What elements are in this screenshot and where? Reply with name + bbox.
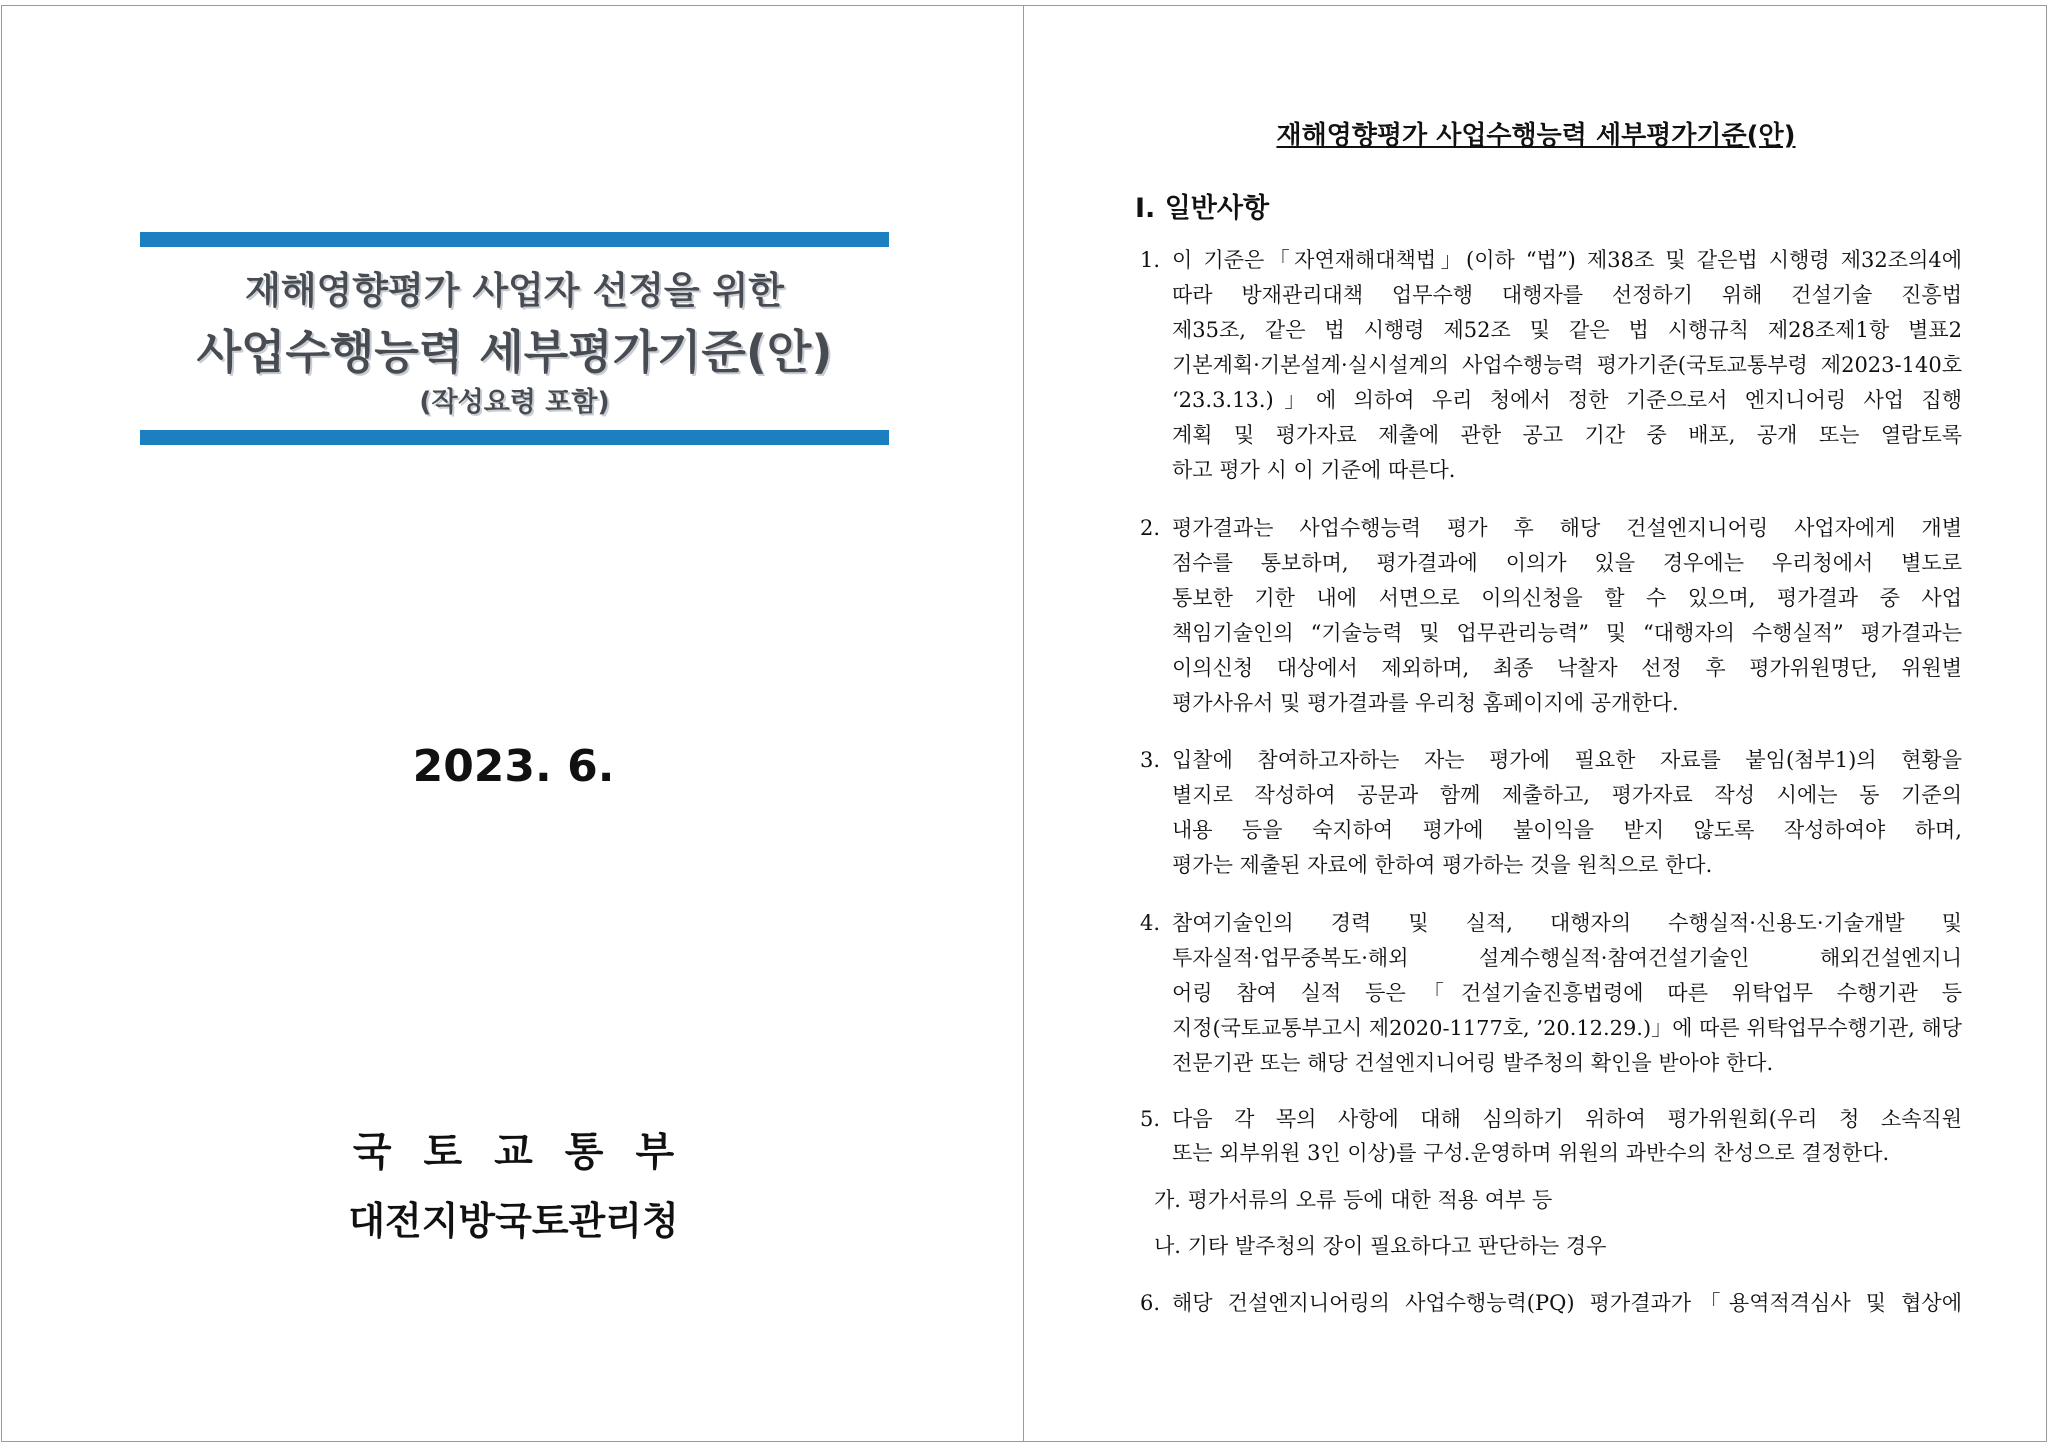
- item-number: 6.: [1140, 1291, 1161, 1315]
- item-line: 다음 각 목의 사항에 대해 심의하기 위하여 평가위원회(우리 청 소속직원: [1172, 1107, 1962, 1131]
- item-line: 어링 참여 실적 등은「건설기술진흥법령에 따른 위탁업무 수행기관 등: [1172, 981, 1962, 1005]
- document-title: 재해영향평가 사업수행능력 세부평가기준(안): [1276, 121, 1796, 151]
- item-line: 책임기술인의 “기술능력 및 업무관리능력” 및 “대행자의 수행실적” 평가결과는: [1172, 621, 1962, 645]
- item-number: 1.: [1140, 248, 1161, 272]
- item-line: 전문기관 또는 해당 건설엔지니어링 발주청의 확인을 받아야 한다.: [1172, 1051, 1774, 1075]
- item-line: 내용 등을 숙지하여 평가에 불이익을 받지 않도록 작성하여야 하며,: [1172, 818, 1962, 842]
- item-line: 별지로 작성하여 공문과 함께 제출하고, 평가자료 작성 시에는 동 기준의: [1172, 783, 1962, 807]
- item-line: 투자실적·업무중복도·해외 설계수행실적·참여건설기술인 해외건설엔지니: [1172, 946, 1962, 970]
- cover-date: 2023. 6.: [412, 741, 615, 792]
- section-heading: Ⅰ. 일반사항: [1135, 193, 1270, 224]
- cover-page: [1, 5, 1024, 1442]
- subitem-line: 나. 기타 발주청의 장이 필요하다고 판단하는 경우: [1154, 1234, 1607, 1258]
- item-line: 참여기술인의 경력 및 실적, 대행자의 수행실적·신용도·기술개발 및: [1172, 911, 1962, 935]
- item-line: 점수를 통보하며, 평가결과에 이의가 있을 경우에는 우리청에서 별도로: [1172, 551, 1962, 575]
- item-line: 하고 평가 시 이 기준에 따른다.: [1172, 458, 1456, 482]
- cover-title-line-2: 사업수행능력 세부평가기준(안): [196, 325, 833, 379]
- subitem-line: 가. 평가서류의 오류 등에 대한 적용 여부 등: [1154, 1188, 1553, 1212]
- item-line: 평가결과는 사업수행능력 평가 후 해당 건설엔지니어링 사업자에게 개별: [1172, 516, 1962, 540]
- item-number: 5.: [1140, 1107, 1161, 1131]
- cover-title-line-3: (작성요령 포함): [419, 387, 610, 418]
- item-line: 평가사유서 및 평가결과를 우리청 홈페이지에 공개한다.: [1172, 691, 1679, 715]
- item-line: 제35조, 같은 법 시행령 제52조 및 같은 법 시행규칙 제28조제1항 별표2: [1172, 318, 1962, 342]
- item-line: 지정(국토교통부고시 제2020-1177호, ’20.12.29.)」에 따른 위탁업무수행기관, 해당: [1172, 1016, 1962, 1040]
- item-line: 이 기준은「자연재해대책법」(이하 “법”) 제38조 및 같은법 시행령 제32조의4에: [1172, 248, 1962, 272]
- cover-ministry: 국토교통부: [352, 1129, 707, 1175]
- item-line: 입찰에 참여하고자하는 자는 평가에 필요한 자료를 붙임(첨부1)의 현황을: [1172, 748, 1962, 772]
- item-line: ‘23.3.13.)」에 의하여 우리 청에서 정한 기준으로서 엔지니어링 사업 집행: [1172, 388, 1962, 412]
- item-line: 이의신청 대상에서 제외하며, 최종 낙찰자 선정 후 평가위원명단, 위원별: [1172, 656, 1962, 680]
- item-line: 계획 및 평가자료 제출에 관한 공고 기간 중 배포, 공개 또는 열람토록: [1172, 423, 1962, 447]
- item-number: 4.: [1140, 911, 1161, 935]
- item-line: 따라 방재관리대책 업무수행 대행자를 선정하기 위해 건설기술 진흥법: [1172, 283, 1962, 307]
- cover-top-rule: [140, 232, 889, 247]
- item-line: 해당 건설엔지니어링의 사업수행능력(PQ) 평가결과가「용역적격심사 및 협상에: [1172, 1291, 1962, 1315]
- cover-title-line-1: 재해영향평가 사업자 선정을 위한: [244, 269, 785, 312]
- item-line: 평가는 제출된 자료에 한하여 평가하는 것을 원칙으로 한다.: [1172, 853, 1713, 877]
- cover-office: 대전지방국토관리청: [348, 1199, 679, 1243]
- item-line: 통보한 기한 내에 서면으로 이의신청을 할 수 있으며, 평가결과 중 사업: [1172, 586, 1962, 610]
- item-line: 기본계획·기본설계·실시설계의 사업수행능력 평가기준(국토교통부령 제2023-140호: [1172, 353, 1962, 377]
- cover-bottom-rule: [140, 430, 889, 445]
- item-number: 3.: [1140, 748, 1161, 772]
- body-page: [1023, 5, 2047, 1442]
- item-number: 2.: [1140, 516, 1161, 540]
- item-line: 또는 외부위원 3인 이상)를 구성.운영하며 위원의 과반수의 찬성으로 결정한다.: [1172, 1141, 1890, 1165]
